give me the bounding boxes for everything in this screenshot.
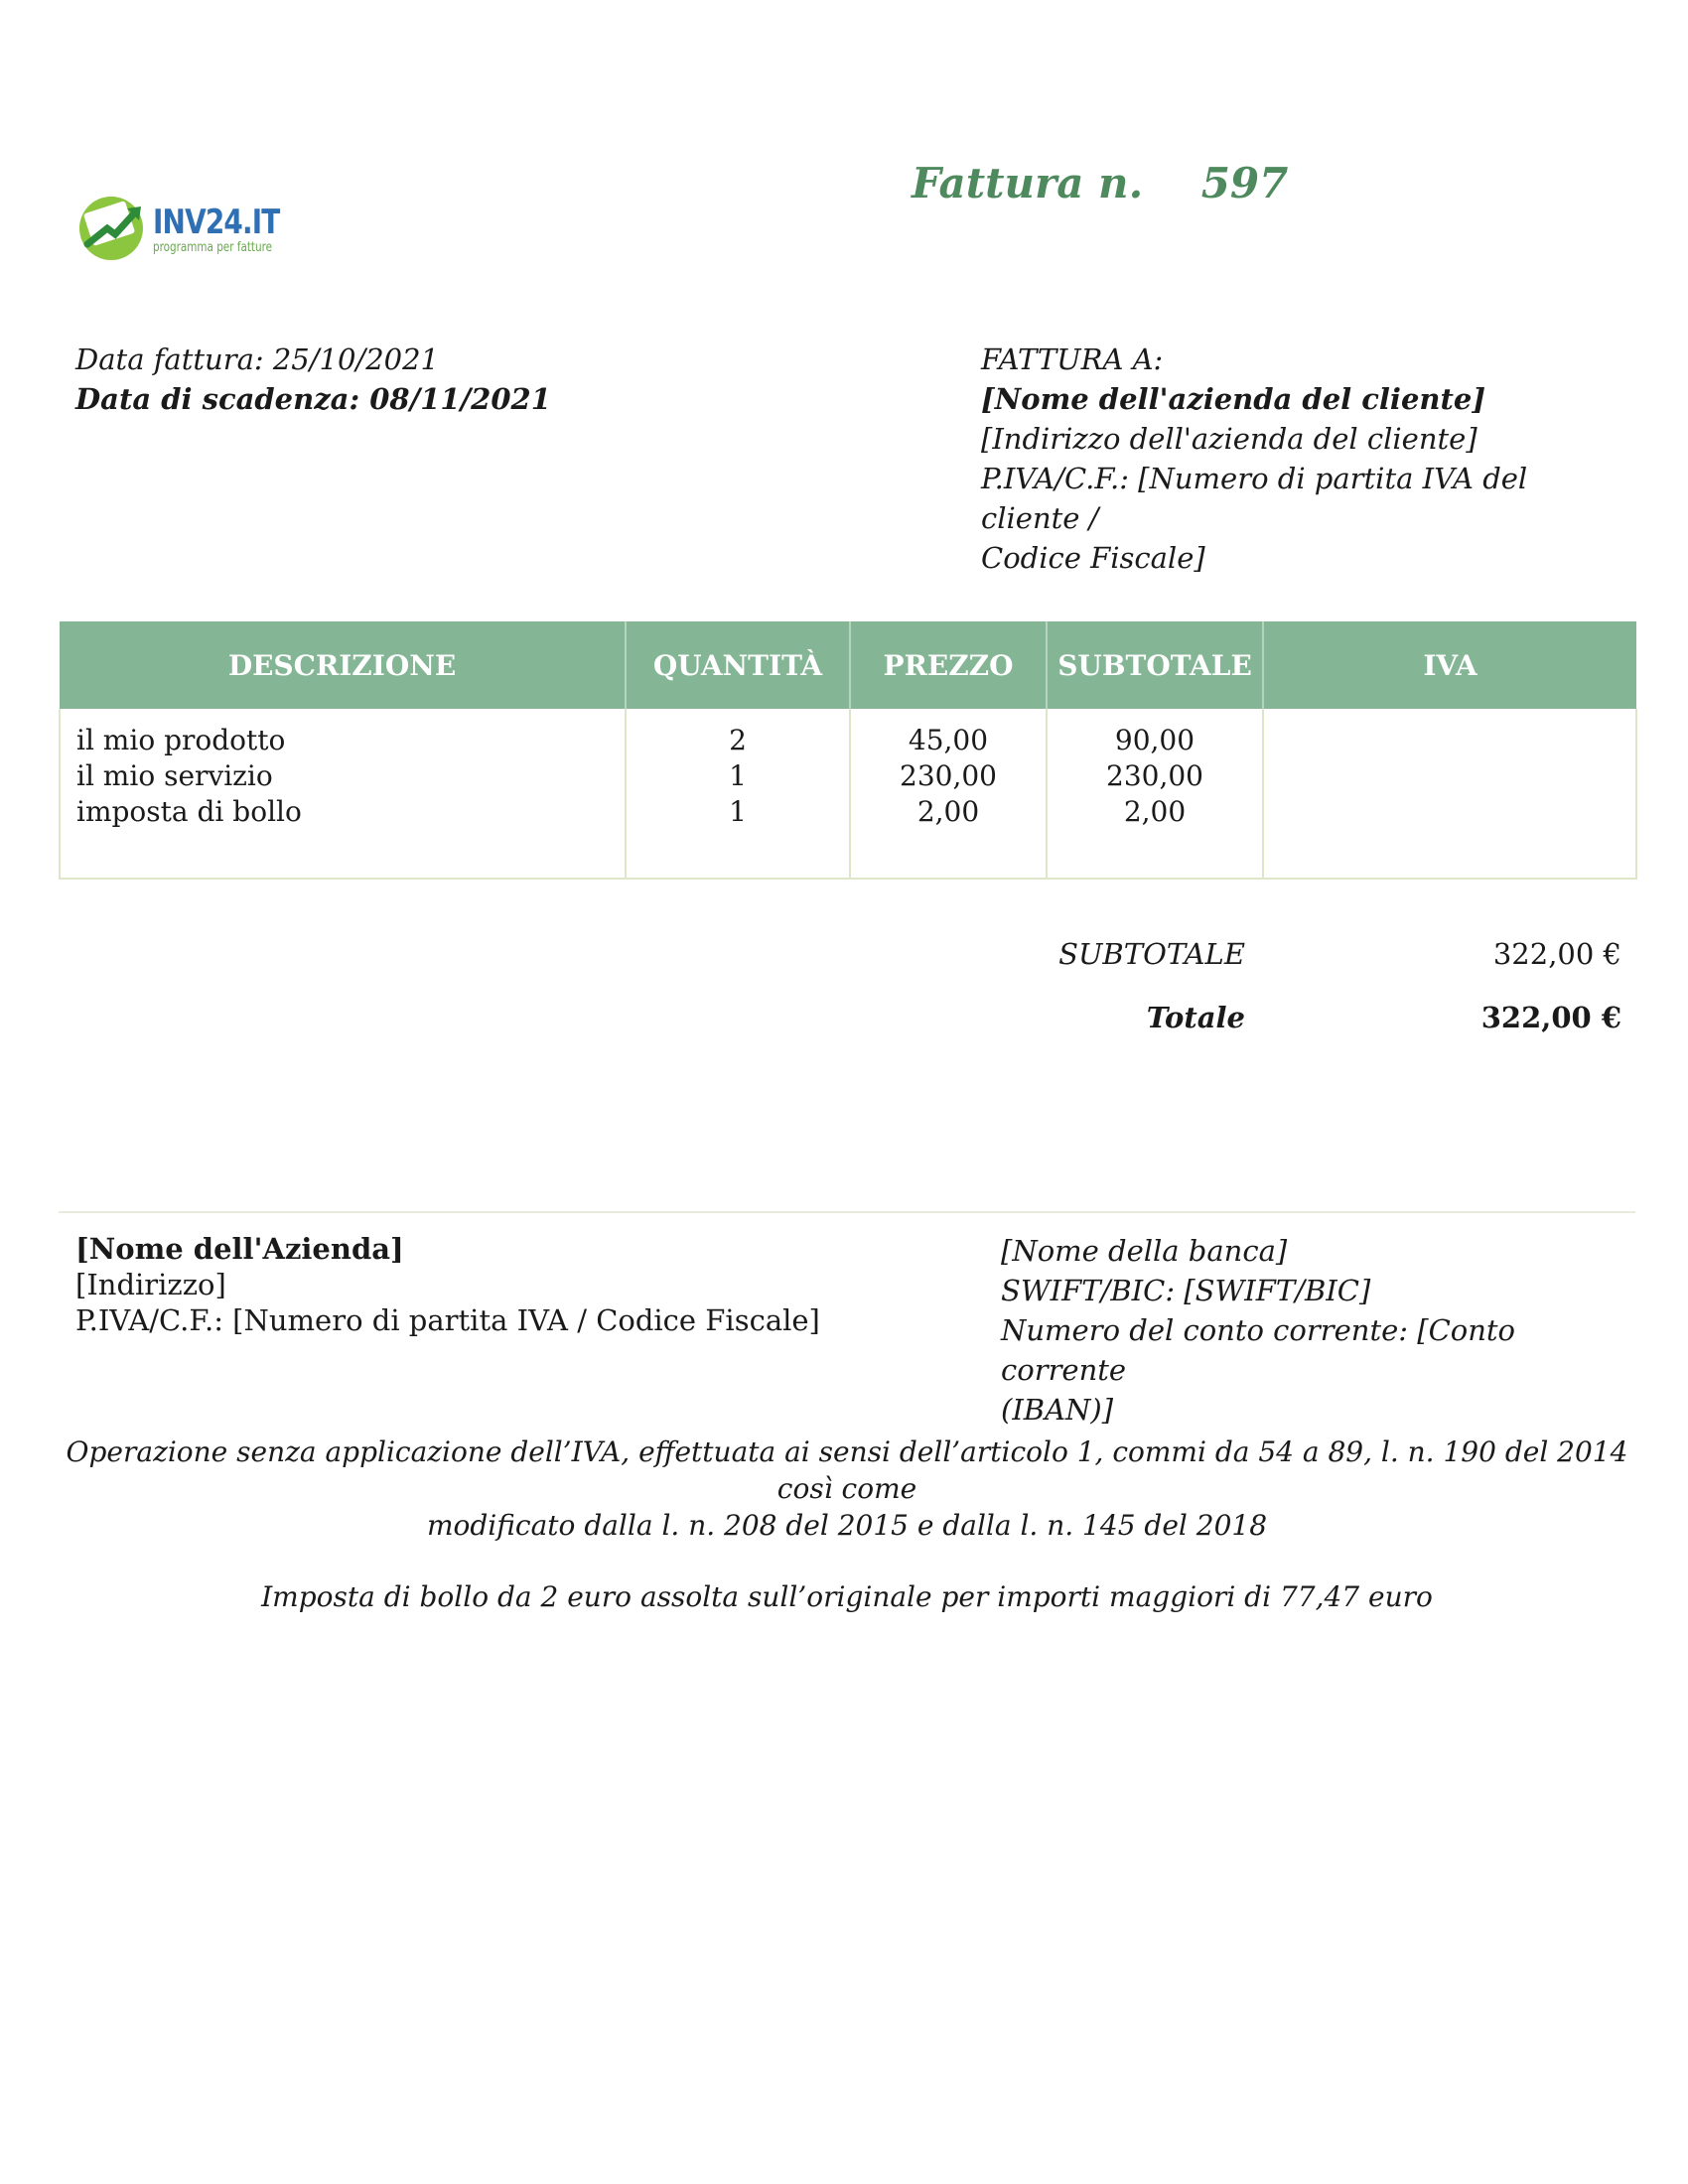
invoice-title [912,159,1288,207]
company-block [75,1231,820,1338]
vat-exemption-note-line2: modificato dalla l. n. 208 del 2015 e dalla l. n. 145 del 2018 [426,1509,1268,1542]
items-table [59,621,1637,880]
invoice-date: Data fattura: 25/10/2021 [75,342,439,376]
item-description: il mio servizio [76,759,273,792]
bank-account-line1: Numero del conto corrente: [Conto corrente [1001,1313,1516,1387]
stamp-duty-note: Imposta di bollo da 2 euro assolta sull’originale per importi maggiori di 77,47 euro [261,1580,1433,1613]
due-date: Data di scadenza: 08/11/2021 [75,382,551,416]
invoice-title-prefix: Fattura n. [912,159,1144,207]
legal-notes [59,1433,1635,1615]
item-subtotal: 90,00 [1114,724,1196,756]
item-subtotal: 230,00 [1106,759,1203,792]
item-quantity: 2 [729,724,747,756]
client-address: [Indirizzo dell'azienda del cliente] [981,422,1477,456]
item-subtotal: 2,00 [1123,795,1187,828]
price-cell [850,709,1047,879]
table-body-row [60,709,1636,879]
item-description: imposta di bollo [76,795,302,828]
bank-name: [Nome della banca] [1001,1234,1288,1268]
client-vat-line2: Codice Fiscale] [981,541,1205,575]
bill-to-block [981,340,1617,578]
company-name: [Nome dell'Azienda] [75,1232,404,1266]
logo-name: INV24.IT [153,203,280,242]
total-value: 322,00 € [1480,1001,1621,1034]
item-quantity: 1 [729,759,747,792]
item-description: il mio prodotto [76,724,286,756]
vat-cell [1263,709,1636,879]
company-vat: P.IVA/C.F.: [Numero di partita IVA / Codice Fiscale] [75,1303,820,1337]
footer-divider [59,1211,1635,1213]
header-quantity: QUANTITÀ [626,621,850,709]
subtotal-cell [1047,709,1263,879]
bank-account-line2: (IBAN)] [1001,1393,1114,1427]
client-name: [Nome dell'azienda del cliente] [981,382,1486,416]
item-price: 2,00 [916,795,980,828]
company-address: [Indirizzo] [75,1268,226,1301]
header-subtotal: SUBTOTALE [1047,621,1263,709]
bank-block [1001,1231,1636,1430]
quantity-cell [626,709,850,879]
invoice-number: 597 [1200,159,1289,207]
bank-swift: SWIFT/BIC: [SWIFT/BIC] [1001,1274,1371,1307]
logo-tagline: programma per fatture [153,240,273,255]
table-header-row [60,621,1636,709]
subtotal-value: 322,00 € [1492,937,1621,971]
description-cell [60,709,626,879]
client-vat-line1: P.IVA/C.F.: [Numero di partita IVA del cliente / [981,462,1528,535]
item-quantity: 1 [729,795,747,828]
item-price: 230,00 [900,759,997,792]
header-description: DESCRIZIONE [60,621,626,709]
header-vat: IVA [1263,621,1636,709]
item-price: 45,00 [908,724,989,756]
total-label: Totale [1146,1001,1245,1034]
vat-exemption-note-line1: Operazione senza applicazione dell’IVA, effettuata ai sensi dell’articolo 1, commi da 54 a 89, l. n. 190 del 2014 così come [66,1435,1628,1505]
header-price: PREZZO [850,621,1047,709]
subtotal-label: SUBTOTALE [1058,937,1245,971]
bill-to-label: FATTURA A: [981,342,1164,376]
